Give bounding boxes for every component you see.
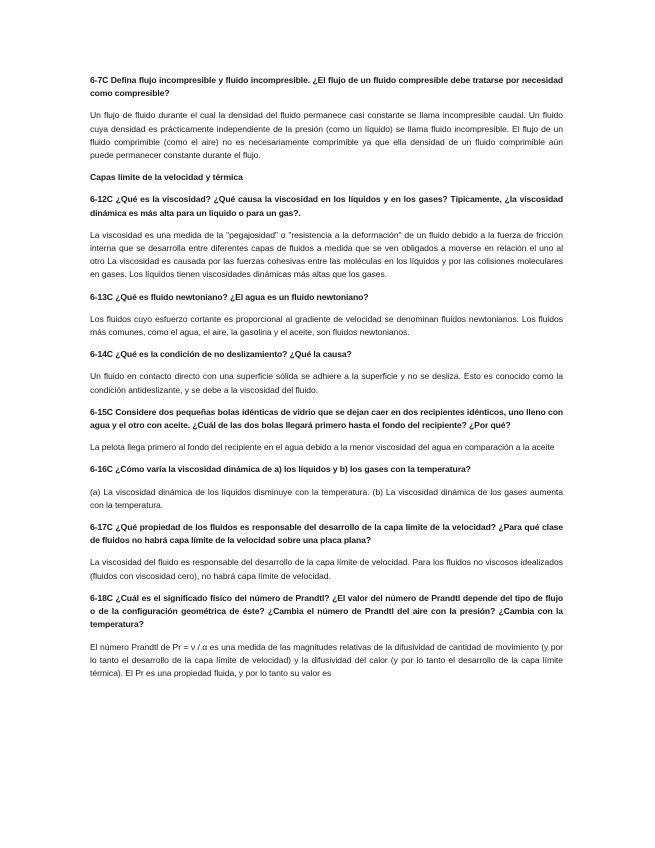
answer-6-12c: La viscosidad es una medida de la "pegajosidad" o "resistencia a la deformación" de un fluido debido a la fuerza de fricción interna que se desarrolla entre diferentes capas de fluidos a medida que se ven obligados a moverse en relación el uno al otro La viscosidad es causada por las fuerzas cohesivas entre las moléculas en los líquidos y por las colisiones moleculares en gases. Los líquidos tienen viscosidades dinámicas más altas que los gases. [90, 229, 563, 280]
answer-6-7c: Un flujo de fluido durante el cual la densidad del fluido permanece casi constante se llama incompresible caudal. Un fluido cuya densidad es prácticamente independiente de la presión (como un líquido) se llama fluido incompresible. El flujo de un fluido comprimible (como el aire) no es necesariamente comprimible ya que ella densidad de un fluido comprimible aún puede permanecer constante durante el flujo. [90, 110, 563, 161]
answer-6-18c: El número Prandtl de Pr = ν / α es una medida de las magnitudes relativas de la difusividad de cantidad de movimiento (y por lo tanto el desarrollo de la capa límite de velocidad) y la difusividad del calor (y por lo tanto el desarrollo de la capa límite térmica). El Pr es una propiedad fluida, y por lo tanto su valor es [90, 641, 563, 678]
question-6-14c: 6-14C ¿Qué es la condición de no deslizamiento? ¿Qué la causa? [90, 349, 352, 360]
question-6-16c: 6-16C ¿Cómo varía la viscosidad dinámica de a) los líquidos y b) los gases con la temperatura? [90, 464, 471, 475]
answer-6-17c: La viscosidad del fluido es responsable del desarrollo de la capa límite de velocidad. Para los fluidos no viscosos idealizados (fluidos con viscosidad cero), no habrá capa límite de velocidad. [90, 557, 563, 581]
document-page [90, 74, 563, 689]
question-6-7c: 6-7C Defina flujo incompresible y fluido incompresible. ¿El flujo de un fluido compresible debe tratarse por necesidad como compresible? [90, 75, 563, 99]
answer-6-13c: Los fluidos cuyo esfuerzo cortante es proporcional al gradiente de velocidad se denominan fluidos newtonianos. Los fluidos más comunes, como el agua, el aire, la gasolina y el aceite, son fluidos newtonianos. [90, 313, 563, 338]
section-heading: Capas límite de la velocidad y térmica [90, 172, 243, 183]
answer-6-14c: Un fluido en contacto directo con una superficie sólida se adhiere a la superficie y no se desliza. Esto es conocido como la condición antideslizante, y se debe a la viscosidad del fluido. [90, 371, 563, 395]
question-6-12c: 6-12C ¿Qué es la viscosidad? ¿Qué causa la viscosidad en los líquidos y en los gases? Típicamente, ¿la viscosidad dinámica es más alta para un líquido o para un gas?. [90, 194, 563, 218]
question-6-13c: 6-13C ¿Qué es fluido newtoniano? ¿El agua es un fluido newtoniano? [90, 291, 369, 302]
answer-6-15c: La pelota llega primero al fondo del recipiente en el agua debido a la menor viscosidad del agua en comparación a la aceite [90, 442, 555, 453]
question-6-17c: 6-17C ¿Qué propiedad de los fluidos es responsable del desarrollo de la capa límite de la velocidad? ¿Para qué clase de fluidos no habrá capa límite de la velocidad sobre una placa plana? [90, 522, 563, 546]
question-6-18c: 6-18C ¿Cuál es el significado físico del número de Prandtl? ¿El valor del número de Prandtl depende del tipo de flujo o de la configuración geométrica de éste? ¿Cambia el número de Prandtl del aire con la presión? ¿Cambia con la temperatura? [90, 592, 563, 630]
question-6-15c: 6-15C Considere dos pequeñas bolas idénticas de vidrio que se dejan caer en dos recipientes idénticos, uno lleno con agua y el otro con aceite. ¿Cuál de las dos bolas llegará primero hasta el fondo del recipiente? ¿Por qué? [90, 406, 563, 431]
answer-6-16c: (a) La viscosidad dinámica de los líquidos disminuye con la temperatura. (b) La viscosidad dinámica de los gases aumenta con la temperatura. [90, 486, 563, 510]
